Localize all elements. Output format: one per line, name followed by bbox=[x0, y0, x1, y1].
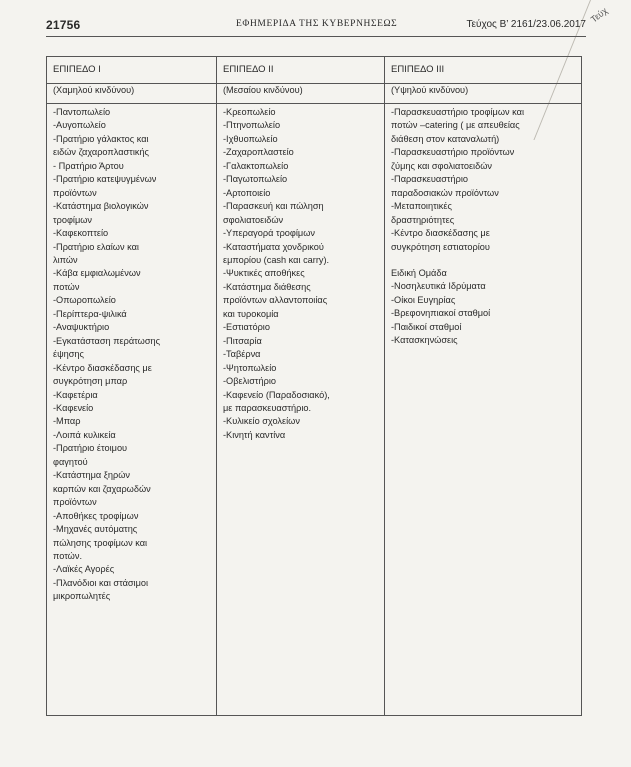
list-item: -Μηχανές αυτόματης bbox=[53, 524, 138, 535]
list-item: -Κέντρο διασκέδασης με bbox=[53, 362, 152, 373]
list-item: συγκρότηση μπαρ bbox=[53, 376, 128, 387]
list-item: -Βρεφονηπιακοί σταθμοί bbox=[391, 308, 491, 319]
list-item: σφολιατοειδών bbox=[223, 214, 284, 225]
list-item: -Λοιπά κυλικεία bbox=[53, 429, 116, 440]
list-item: -Μεταποιητικές bbox=[391, 201, 452, 212]
list-item: -Εγκατάσταση περάτωσης bbox=[53, 335, 161, 346]
list-item: -Παρασκευαστήριο προϊόντων bbox=[391, 147, 515, 158]
list-item: -Νοσηλευτικά Ιδρύματα bbox=[391, 281, 486, 292]
list-item: -Παρασκευή και πώληση bbox=[223, 201, 324, 212]
list-item: -Ψητοπωλείο bbox=[223, 362, 277, 373]
list-item: -Γαλακτοπωλείο bbox=[223, 160, 289, 171]
list-item: με παρασκευαστήριο. bbox=[223, 402, 312, 413]
level-2-risk: (Μεσαίου κινδύνου) bbox=[217, 84, 385, 104]
list-item: -Ταβέρνα bbox=[223, 349, 261, 360]
list-item: -Πρατήριο ελαίων και bbox=[53, 241, 139, 252]
list-item: ποτών. bbox=[53, 550, 83, 561]
list-item: -Αρτοποιείο bbox=[223, 187, 271, 198]
list-item: -Αναψυκτήριο bbox=[53, 322, 110, 333]
list-item: -Αυγοπωλείο bbox=[53, 120, 106, 131]
list-item: -Κάβα εμφιαλωμένων bbox=[53, 268, 141, 279]
list-item: -Οβελιστήριο bbox=[223, 376, 277, 387]
page-header bbox=[46, 18, 586, 36]
list-item: λιπών bbox=[53, 254, 78, 265]
list-item: ποτών –catering ( με απευθείας bbox=[391, 120, 520, 131]
list-item: -Παντοπωλείο bbox=[53, 107, 111, 117]
list-item: -Πρατήριο έτοιμου bbox=[53, 443, 128, 454]
list-item: -Πλανόδιοι και στάσιμοι bbox=[53, 577, 149, 588]
list-item: προϊόντων bbox=[53, 187, 97, 198]
risk-level-table bbox=[46, 56, 582, 716]
list-item: προϊόντων bbox=[53, 497, 97, 508]
list-item: -Πρατήριο γάλακτος και bbox=[53, 133, 149, 144]
level-3-title: ΕΠΙΠΕΔΟ ΙΙΙ bbox=[385, 57, 582, 84]
list-item: τροφίμων bbox=[53, 214, 93, 225]
list-item: -Κυλικείο σχολείων bbox=[223, 416, 300, 427]
list-item: -Πτηνοπωλείο bbox=[223, 120, 281, 131]
list-item: φαγητού bbox=[53, 456, 88, 467]
list-item: δραστηριότητες bbox=[391, 214, 455, 225]
level-1-list bbox=[47, 104, 217, 716]
list-item: -Κατάστημα βιολογικών bbox=[53, 201, 149, 212]
list-item: εμπορίου (cash και carry). bbox=[223, 254, 330, 265]
list-item: μικροπωλητές bbox=[53, 591, 111, 602]
list-item: -Κατασκηνώσεις bbox=[391, 335, 458, 346]
list-item: συγκρότηση εστιατορίου bbox=[391, 241, 490, 252]
corner-issue-mark: Τεύχ bbox=[588, 5, 610, 25]
issue-reference: Τεύχος Β’ 2161/23.06.2017 bbox=[466, 19, 586, 30]
list-item: -Ψυκτικές αποθήκες bbox=[223, 268, 305, 279]
list-item: -Λαϊκές Αγορές bbox=[53, 564, 115, 575]
list-item: -Κέντρο διασκέδασης με bbox=[391, 228, 490, 239]
list-item: -Κρεοπωλείο bbox=[223, 107, 276, 117]
list-item: προϊόντων αλλαντοποιίας bbox=[223, 295, 328, 306]
list-item: -Εστιατόριο bbox=[223, 322, 270, 333]
list-item: -Παρασκευαστήριο bbox=[391, 174, 469, 185]
list-item: -Καφενείο (Παραδοσιακό), bbox=[223, 389, 330, 400]
level-1-title: ΕΠΙΠΕΔΟ Ι bbox=[47, 57, 217, 84]
page-number: 21756 bbox=[46, 18, 81, 32]
list-item: ποτών bbox=[53, 281, 80, 292]
list-item: -Παγωτοπωλείο bbox=[223, 174, 288, 185]
list-item: ζύμης και σφολιατοειδών bbox=[391, 160, 492, 171]
list-item: -Καφετέρια bbox=[53, 389, 98, 400]
list-item: -Πιτσαρία bbox=[223, 335, 262, 346]
list-item: - Πρατήριο Άρτου bbox=[53, 160, 124, 171]
list-item: -Καφενείο bbox=[53, 402, 94, 413]
table-body-row bbox=[47, 104, 582, 716]
list-item: έψησης bbox=[53, 349, 84, 360]
list-item: και τυροκομία bbox=[223, 308, 279, 319]
level-3-risk: (Υψηλού κινδύνου) bbox=[385, 84, 582, 104]
level-3-list bbox=[385, 104, 582, 716]
list-item: -Πρατήριο κατεψυγμένων bbox=[53, 174, 157, 185]
level-1-risk: (Χαμηλού κινδύνου) bbox=[47, 84, 217, 104]
list-item: -Παιδικοί σταθμοί bbox=[391, 321, 462, 332]
level-2-list bbox=[217, 104, 385, 716]
list-item: -Παρασκευαστήριο τροφίμων και bbox=[391, 107, 524, 117]
list-item: -Καφεκοπτείο bbox=[53, 228, 109, 239]
list-item: -Οπωροπωλείο bbox=[53, 295, 116, 306]
list-item: -Καταστήματα χονδρικού bbox=[223, 241, 324, 252]
list-item: διάθεση στον καταναλωτή) bbox=[391, 133, 500, 144]
list-item: -Κατάστημα ξηρών bbox=[53, 470, 130, 481]
list-item: -Ζαχαροπλαστείο bbox=[223, 147, 294, 158]
list-item: Ειδική Ομάδα bbox=[391, 267, 447, 278]
header-rule bbox=[46, 36, 586, 37]
list-item: παραδοσιακών προϊόντων bbox=[391, 187, 499, 198]
list-item: -Αποθήκες τροφίμων bbox=[53, 510, 139, 521]
list-item: -Περίπτερα-ψιλικά bbox=[53, 308, 127, 319]
list-item: -Κινητή καντίνα bbox=[223, 429, 286, 440]
list-item: -Μπαρ bbox=[53, 416, 81, 427]
list-item: ειδών ζαχαροπλαστικής bbox=[53, 147, 149, 158]
gazette-title: ΕΦΗΜΕΡΙΔΑ ΤΗΣ ΚΥΒΕΡΝΗΣΕΩΣ bbox=[236, 19, 398, 29]
table-header-row bbox=[47, 57, 582, 84]
list-item: -Ιχθυοπωλείο bbox=[223, 133, 278, 144]
table-subtitle-row bbox=[47, 84, 582, 104]
list-item: πώλησης τροφίμων και bbox=[53, 537, 148, 548]
list-spacer bbox=[391, 254, 575, 267]
list-item: -Κατάστημα διάθεσης bbox=[223, 281, 311, 292]
list-item: -Οίκοι Ευγηρίας bbox=[391, 294, 456, 305]
list-item: -Υπεραγορά τροφίμων bbox=[223, 228, 315, 239]
list-item: καρπών και ζαχαρωδών bbox=[53, 483, 151, 494]
level-2-title: ΕΠΙΠΕΔΟ ΙΙ bbox=[217, 57, 385, 84]
